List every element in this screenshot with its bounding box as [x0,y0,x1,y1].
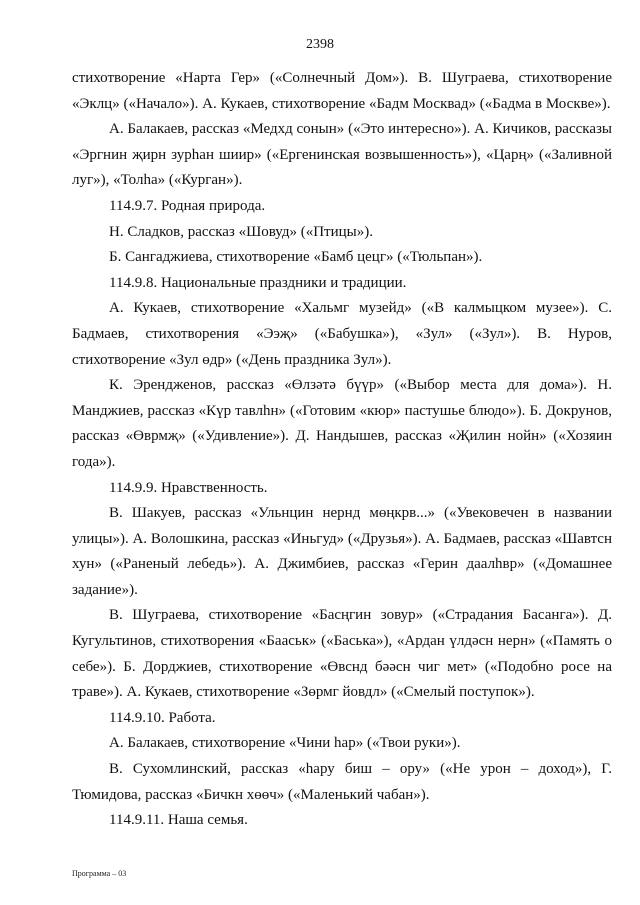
paragraph: А. Кукаев, стихотворение «Хальмг музейд» («В калмыцком музее»). С. Бадмаев, стихотворения «Ээҗ» («Бабушка»), «Зул» («Зул»). В. Нуров, стихотворение «Зул өдр» («День праздника Зул»). [72,300,612,368]
section-heading: 114.9.10. Работа. [109,709,216,726]
paragraph: А. Балакаев, рассказ «Медхд сонын» («Это интересно»). А. Кичиков, рассказы «Эргнин җирн зурһан шиир» («Ергенинская возвышенность»), «Царң» («Заливной луг»), «Толһа» («Курган»). [72,121,612,189]
page-number: 2398 [306,37,334,52]
paragraph: Б. Сангаджиева, стихотворение «Бамб цецг» («Тюльпан»). [109,249,483,266]
paragraph: В. Шакуев, рассказ «Ульнцин нернд мөңкрв...» («Увековечен в названии улицы»). А. Волошкина, рассказ «Иньгуд» («Друзья»). А. Бадмаев, рассказ «Шавтсн хун» («Раненый лебедь»). А. Джимбиев, рассказ «Герин даалһвр» («Домашнее задание»). [72,505,612,598]
document-body [72,66,612,834]
section-heading: 114.9.11. Наша семья. [109,812,248,829]
footer-label: Программа – 03 [72,869,127,878]
paragraph: К. Эрендженов, рассказ «Өлзәтә бүүр» («Выбор места для дома»). Н. Манджиев, рассказ «Күр тавлһн» («Готовим «кюр» пастушье блюдо»). Б. Докрунов, рассказ «Өврмҗ» («Удивление»). Д. Нандышев, рассказ «Җилин нойн» («Хозяин года»). [72,377,612,470]
paragraph: В. Сухомлинский, рассказ «һару биш – ору» («Не урон – доход»), Г. Тюмидова, рассказ «Бичкн хөөч» («Маленький чабан»). [72,761,612,803]
paragraph: Н. Сладков, рассказ «Шовуд» («Птицы»). [109,223,373,240]
section-heading: 114.9.7. Родная природа. [109,197,266,214]
section-heading: 114.9.9. Нравственность. [109,479,268,496]
section-heading: 114.9.8. Национальные праздники и традиции. [109,274,407,291]
paragraph: А. Балакаев, стихотворение «Чини һар» («Твои руки»). [109,735,461,752]
paragraph: В. Шуграева, стихотворение «Басңгин зовур» («Страдания Басанга»). Д. Кугультинов, стихотворения «Бааськ» («Баська»), «Ардан үлдәсн нерн» («Память о себе»). Б. Дорджиев, стихотворение «Өвснд бәәсн чиг мет» («Подобно росе на траве»). А. Кукаев, стихотворение «Зөрмг йовдл» («Смелый поступок»). [72,607,612,701]
paragraph: стихотворение «Нарта Гер» («Солнечный Дом»). В. Шуграева, стихотворение «Эклц» («Начало»). А. Кукаев, стихотворение «Бадм Москвад» («Бадма в Москве»). [72,70,612,112]
